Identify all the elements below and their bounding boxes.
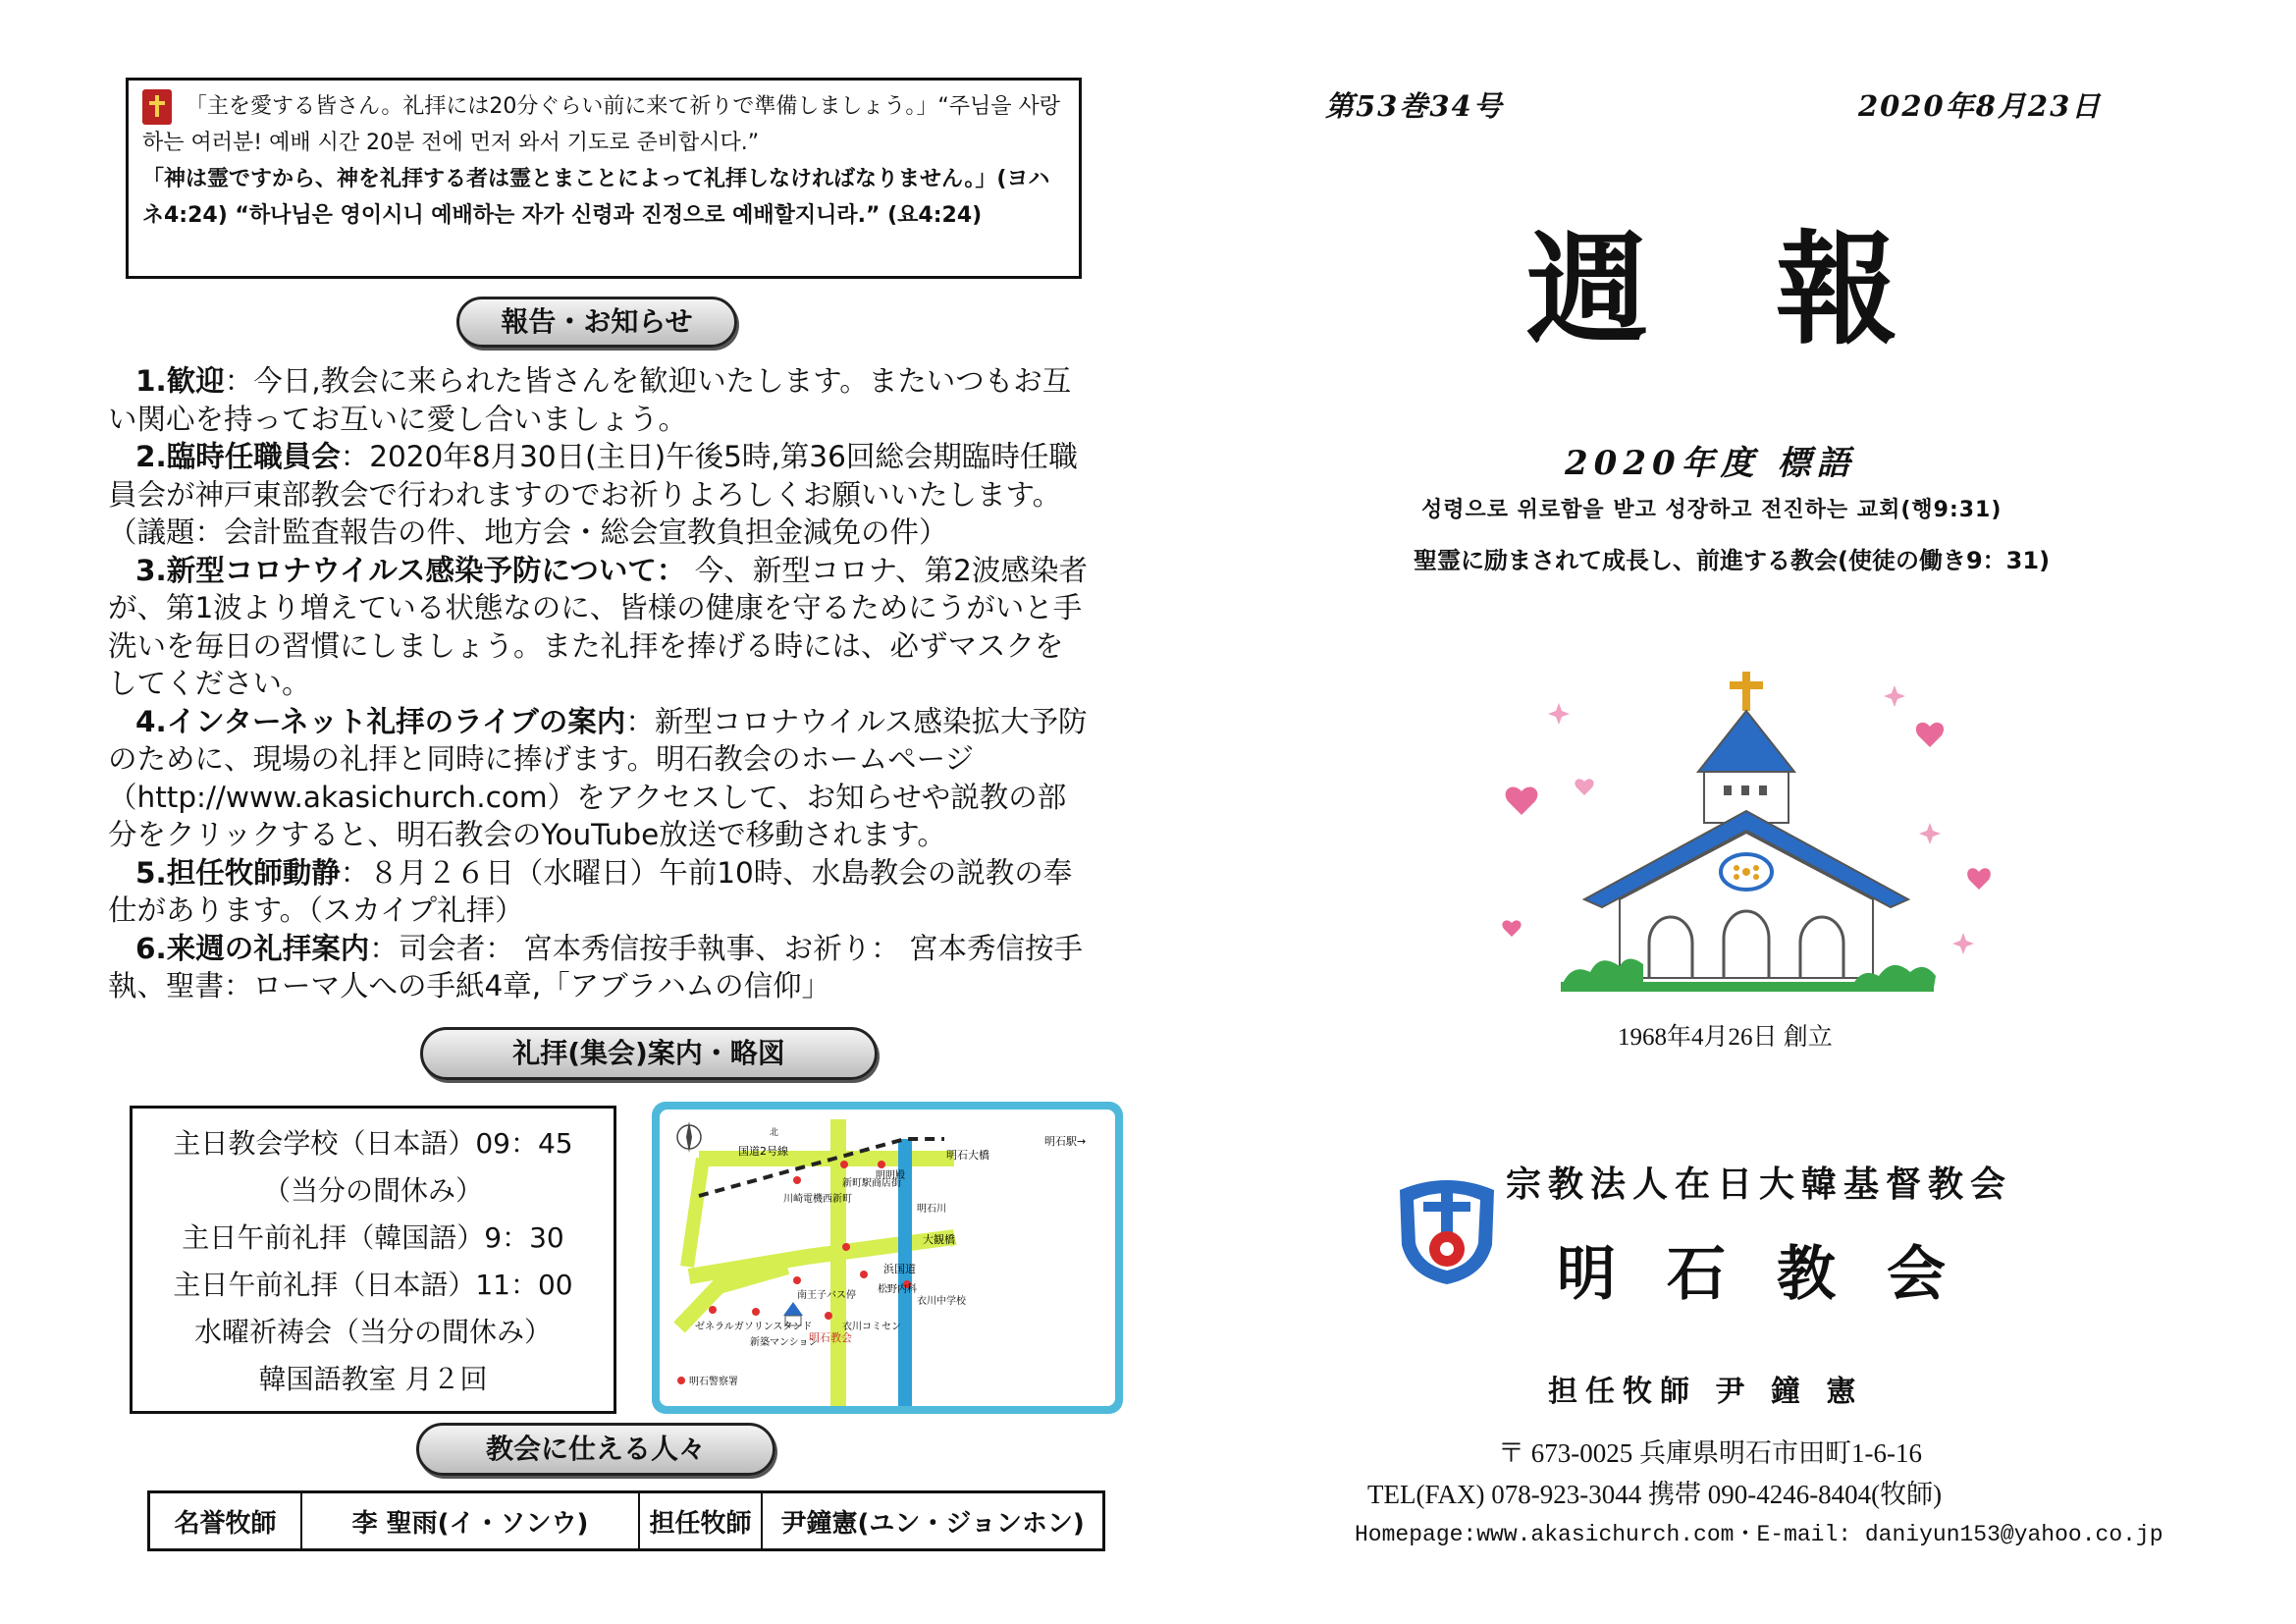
quote-line-2: 「神は霊ですから、神を礼拝する者は霊とまことによって礼拝しなければなりません。」(ヨハネ4:24) “하나님은 영이시니 예배하는 자가 신령과 진정으로 예배할지니라.” (요4:24) [142,167,1050,228]
motto-korean: 성령으로 위로함을 받고 성장하고 전진하는 교회(행9:31) [1421,498,2002,522]
bible-icon [142,89,172,125]
motto-japanese: 聖霊に励まされて成長し、前進する教会(使徒の働き9：31) [1414,547,2051,574]
svg-text:国道2号線: 国道2号線 [738,1145,788,1158]
page-title: 週報 [1526,219,2026,361]
schedule-item: 水曜祈祷会（当分の間休み） [193,1316,552,1348]
staff-name-honorary: 李 聖雨(イ・ソンウ) [302,1493,640,1548]
svg-text:松野内科: 松野内科 [878,1284,917,1295]
staff-role-honorary: 名誉牧師 [150,1493,302,1548]
staff-table [147,1490,1105,1551]
svg-text:大観橋: 大観橋 [923,1233,955,1246]
issue-number: 第53巻34号 [1325,89,1504,123]
church-web-email: Homepage:www.akasichurch.com・E-mail: daniyun153@yahoo.co.jp [1355,1522,2163,1547]
staff-header: 教会に仕える人々 [416,1423,775,1476]
pastor-name: 担任牧師 尹 鐘 憲 [1548,1375,1864,1409]
schedule-item: 主日午前礼拝（日本語）11：00 [173,1269,573,1301]
schedule-item: 韓国語教室 月２回 [258,1363,488,1395]
schedule-item: 主日午前礼拝（韓国語）9：30 [182,1221,564,1254]
svg-text:ゼネラルガソリンスタンド: ゼネラルガソリンスタンド [695,1322,813,1332]
church-name: 明石教会 [1557,1240,1997,1309]
scripture-quote-box [126,78,1082,279]
svg-text:明石教会: 明石教会 [809,1331,852,1344]
church-illustration-icon [1502,664,2002,998]
notices-header: 報告・お知らせ [456,297,737,348]
notice-item: 5.担任牧師動静：８月２６日（水曜日）午前10時、水島教会の説教の奉仕があります。（スカイプ礼拝） [108,855,1073,927]
svg-text:北: 北 [770,1128,779,1138]
svg-text:明明殿: 明明殿 [876,1170,905,1181]
church-address: 〒 673-0025 兵庫県明石市田町1-6-16 [1498,1438,1922,1468]
map-church-icon [783,1302,803,1316]
svg-text:新町駅商店街: 新町駅商店街 [842,1178,901,1189]
svg-text:明石駅→: 明石駅→ [1044,1135,1087,1148]
notice-item: 4.インターネット礼拝のライブの案内：新型コロナウイルス感染拡大予防のために、現場の礼拝と同時に捧げます。明石教会のホームページ（http://www.akasichurch.com）をアクセスして、お知らせや説教の部分をクリックすると、明石教会のYouTube放送で移動されます。 [108,704,1088,851]
staff-name-pastor: 尹鐘憲(ユン・ジョンホン) [780,1508,1085,1539]
quote-text-1: 「主を愛する皆さん。礼拝には20分ぐらい前に来て祈りで準備しましょう。」“주님을 사랑하는 여러분! 예배 시간 20분 전에 먼저 와서 기도로 준비합시다.” [142,94,1060,155]
schedule-item: （当分の間休み） [262,1174,483,1207]
notice-item: 1.歓迎：今日,教会に来られた皆さんを歓迎いたします。またいつもお互い関心を持ってお互いに愛し合いましょう。 [108,364,1072,436]
founded-date: 1968年4月26日 創立 [1618,1024,1833,1051]
worship-schedule [130,1106,616,1414]
svg-text:川崎電機西新町: 川崎電機西新町 [783,1194,852,1205]
notice-item: 3.新型コロナウイルス感染予防について： 今、新型コロナ、第2波感染者が、第1波より増えている状態なのに、皆様の健康を守るためにうがいと手洗いを毎日の習慣にしましょう。また礼拝を捧げる時には、必ずマスクをしてください。 [108,553,1088,700]
church-phone: TEL(FAX) 078-923-3044 携帯 090-4246-8404(牧師) [1367,1480,1943,1509]
staff-role-pastor: 担任牧師 [640,1493,763,1548]
notice-item: 6.来週の礼拝案内：司会者： 宮本秀信按手執事、お祈り： 宮本秀信按手執、聖書：ローマ人への手紙4章,「アブラハムの信仰」 [108,931,1084,1002]
motto-heading: 2020年度 標語 [1565,444,1856,483]
svg-text:明石警察署: 明石警察署 [689,1377,738,1387]
svg-text:新築マンション: 新築マンション [750,1337,819,1348]
schedule-item: 主日教会学校（日本語）09：45 [173,1127,573,1160]
organization-name: 宗教法人在日大韓基督教会 [1506,1164,2013,1205]
svg-text:南王子バス停: 南王子バス停 [797,1290,856,1301]
notice-item: 2.臨時任職員会：2020年8月30日(主日)午後5時,第36回総会期臨時任職員会が神戸東部教会で行われますのでお祈りよろしくお願いいたします。（議題：会計監査報告の件、地方会・総会宣教負担金減免の件） [108,440,1078,549]
issue-date: 2020年8月23日 [1858,89,2103,123]
svg-text:明石川: 明石川 [917,1204,946,1215]
church-map [652,1102,1123,1414]
notices-list [108,362,1092,1005]
church-logo-icon [1386,1166,1508,1288]
worship-header: 礼拝(集会)案内・略図 [420,1027,878,1080]
svg-text:衣川コミセン: 衣川コミセン [842,1322,901,1332]
svg-text:浜国道: 浜国道 [883,1263,916,1275]
svg-text:明石大橋: 明石大橋 [946,1149,989,1162]
svg-text:衣川中学校: 衣川中学校 [917,1296,966,1307]
quote-line-1 [142,88,1065,161]
